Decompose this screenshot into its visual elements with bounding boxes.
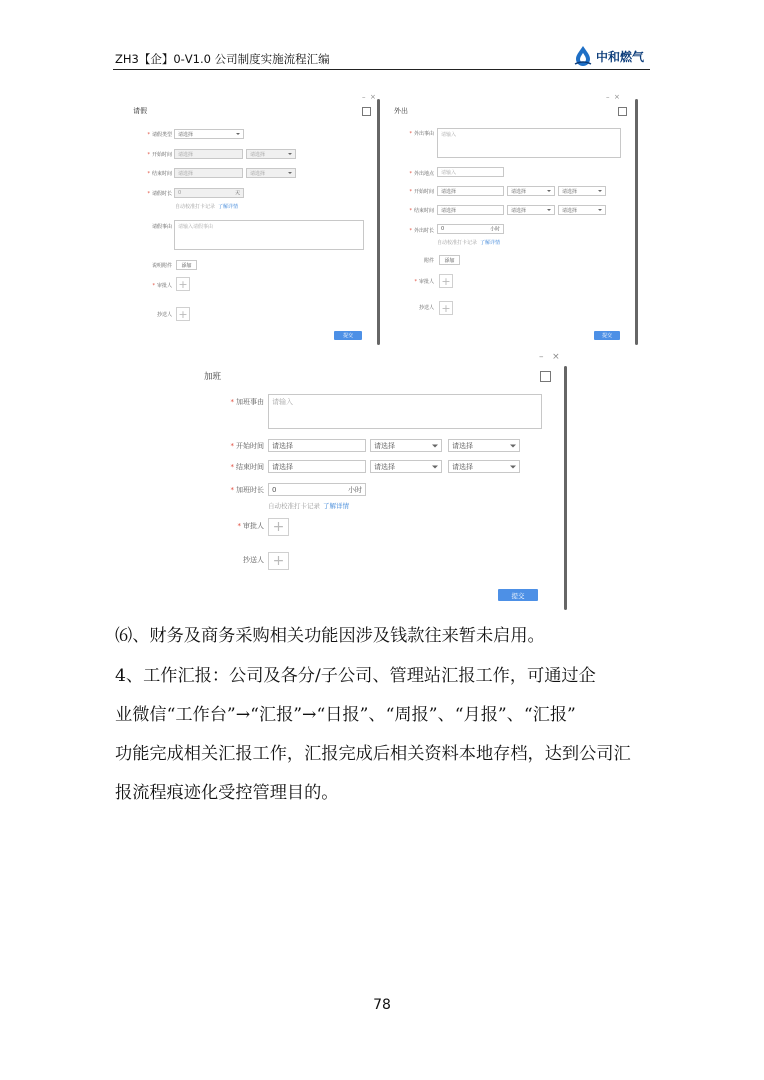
cc-label: 抄送人 [156, 312, 172, 318]
end-hour-select[interactable]: 请选择 [370, 460, 442, 473]
add-cc-button[interactable]: + [439, 301, 453, 315]
header-divider [113, 69, 650, 70]
export-icon[interactable] [362, 107, 371, 116]
start-time-label: * 开始时间 [147, 152, 172, 158]
end-time-label: * 结束时间 [147, 171, 172, 177]
leave-type-select[interactable]: 请选择 [174, 129, 244, 139]
end-date-input[interactable]: 请选择 [174, 168, 243, 178]
add-approver-button[interactable]: + [439, 274, 453, 288]
end-half-select[interactable]: 请选择 [246, 168, 296, 178]
page-number: 78 [373, 997, 391, 1013]
punch-hint: 自动校准打卡记录 了解详情 [437, 240, 501, 246]
close-button[interactable]: × [369, 93, 376, 101]
submit-button[interactable]: 提交 [498, 589, 538, 601]
end-date-input[interactable]: 请选择 [437, 205, 504, 215]
start-half-select[interactable]: 请选择 [246, 149, 296, 159]
end-time-label: * 结束时间 [230, 463, 264, 471]
start-time-label: * 开始时间 [409, 189, 434, 195]
add-approver-button[interactable]: + [268, 518, 289, 536]
close-button[interactable]: × [613, 93, 620, 101]
paragraph-work-report-line4: 报流程痕迹化受控管理目的。 [115, 783, 339, 803]
overtime-form-panel [190, 352, 572, 610]
end-minute-select[interactable]: 请选择 [448, 460, 520, 473]
attachment-label: 说明附件 [151, 263, 172, 269]
leave-type-label: * 请假类型 [147, 132, 172, 138]
start-time-label: * 开始时间 [230, 442, 264, 450]
approver-label: * 审批人 [414, 279, 434, 285]
window-controls [362, 93, 376, 101]
outing-reason-label: * 外出事由 [409, 131, 434, 137]
punch-hint: 自动校准打卡记录 了解详情 [268, 502, 349, 510]
start-hour-select[interactable]: 请选择 [370, 439, 442, 452]
reason-label: 请假事由 [151, 224, 172, 230]
minimize-button[interactable]: – [539, 352, 544, 362]
scrollbar[interactable] [635, 99, 638, 345]
duration-label: * 外出时长 [409, 228, 434, 234]
outing-place-input[interactable]: 请输入 [437, 167, 504, 177]
add-attachment-button[interactable]: 添加 [439, 255, 460, 265]
duration-input[interactable]: 0 小时 [268, 483, 366, 496]
add-approver-button[interactable]: + [176, 277, 190, 291]
paragraph-work-report-line2: 业微信“工作台”→“汇报”→“日报”、“周报”、“月报”、“汇报” [115, 705, 576, 725]
learn-more-link[interactable]: 了解详情 [218, 204, 239, 210]
cc-label: 抄送人 [418, 305, 434, 311]
outing-reason-textarea[interactable]: 请输入 [437, 128, 621, 158]
attachment-label: 附件 [423, 258, 434, 264]
scrollbar[interactable] [564, 366, 567, 610]
company-logo [573, 45, 651, 67]
form-title: 请假 [133, 107, 147, 115]
end-date-input[interactable]: 请选择 [268, 460, 366, 473]
paragraph-finance-note: ⑹、财务及商务采购相关功能因涉及钱款往来暂未启用。 [115, 626, 545, 646]
punch-hint: 自动校准打卡记录 了解详情 [175, 204, 239, 210]
submit-button[interactable]: 提交 [334, 331, 362, 340]
approver-label: * 审批人 [152, 283, 172, 289]
start-minute-select[interactable]: 请选择 [448, 439, 520, 452]
overtime-reason-textarea[interactable]: 请输入 [268, 394, 542, 429]
end-hour-select[interactable]: 请选择 [507, 205, 555, 215]
minimize-button[interactable]: – [362, 93, 366, 101]
export-icon[interactable] [540, 371, 551, 382]
reason-textarea[interactable]: 请输入请假事由 [174, 220, 364, 250]
end-minute-select[interactable]: 请选择 [558, 205, 606, 215]
cc-label: 抄送人 [243, 556, 264, 564]
document-header-title: ZH3【企】0-V1.0 公司制度实施流程汇编 [115, 52, 330, 66]
start-minute-select[interactable]: 请选择 [558, 186, 606, 196]
start-date-input[interactable]: 请选择 [268, 439, 366, 452]
minimize-button[interactable]: – [606, 93, 610, 101]
logo-text: 中和燃气 [596, 49, 645, 64]
form-title: 外出 [394, 107, 408, 115]
duration-label: * 加班时长 [230, 486, 264, 494]
submit-button[interactable]: 提交 [594, 331, 620, 340]
outing-form-panel [386, 93, 642, 345]
window-controls [539, 352, 560, 362]
duration-input[interactable]: 0 天 [174, 188, 244, 198]
outing-place-label: * 外出地点 [409, 171, 434, 177]
learn-more-link[interactable]: 了解详情 [480, 240, 501, 246]
add-cc-button[interactable]: + [268, 552, 289, 570]
leave-form-panel [118, 93, 380, 345]
close-button[interactable]: × [552, 352, 560, 362]
export-icon[interactable] [618, 107, 627, 116]
end-time-label: * 结束时间 [409, 208, 434, 214]
overtime-reason-label: * 加班事由 [230, 398, 264, 406]
paragraph-work-report-line1: 4、工作汇报：公司及各分/子公司、管理站汇报工作，可通过企 [115, 666, 596, 686]
add-attachment-button[interactable]: 添加 [176, 260, 197, 270]
approver-label: * 审批人 [237, 522, 264, 530]
duration-input[interactable]: 0 小时 [437, 224, 504, 234]
paragraph-work-report-line3: 功能完成相关汇报工作，汇报完成后相关资料本地存档，达到公司汇 [115, 744, 631, 764]
window-controls [606, 93, 620, 101]
add-cc-button[interactable]: + [176, 307, 190, 321]
flame-drop-icon [573, 45, 593, 67]
start-date-input[interactable]: 请选择 [437, 186, 504, 196]
learn-more-link[interactable]: 了解详情 [323, 502, 349, 510]
start-date-input[interactable]: 请选择 [174, 149, 243, 159]
form-title: 加班 [204, 372, 222, 382]
duration-label: * 请假时长 [147, 191, 172, 197]
start-hour-select[interactable]: 请选择 [507, 186, 555, 196]
scrollbar[interactable] [377, 99, 380, 345]
